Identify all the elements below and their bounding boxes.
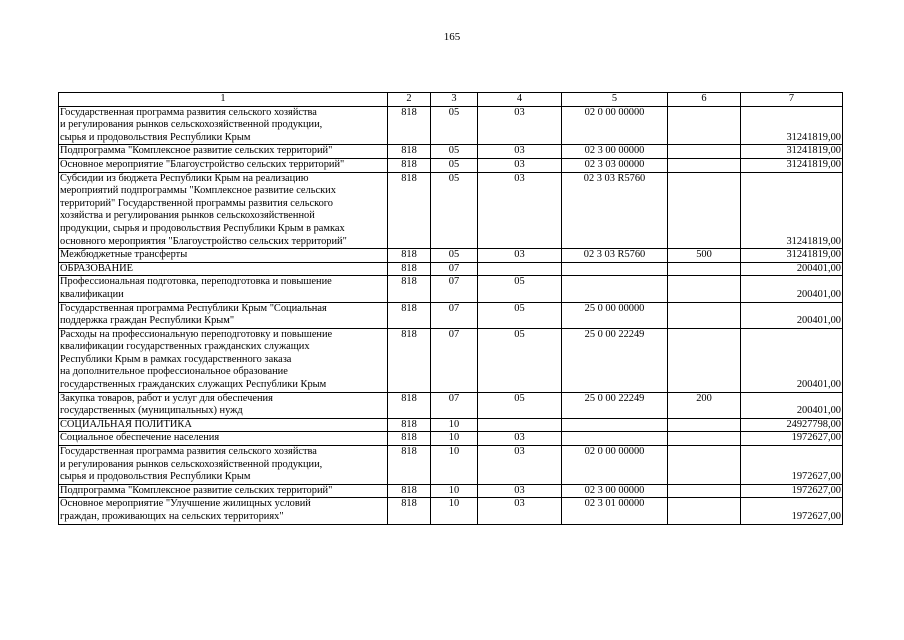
row-subsection-cell: 03 bbox=[478, 172, 562, 249]
budget-table bbox=[58, 92, 843, 525]
row-expense-type-cell bbox=[668, 158, 741, 172]
row-section-cell: 10 bbox=[431, 498, 478, 524]
page-number: 165 bbox=[443, 31, 461, 43]
row-subsection-cell: 03 bbox=[478, 484, 562, 498]
row-subsection-cell: 03 bbox=[478, 158, 562, 172]
row-amount-cell: 1972627,00 bbox=[741, 432, 843, 446]
row-section-cell: 07 bbox=[431, 328, 478, 392]
row-name-cell: Государственная программа Республики Крым "Социальная поддержка граждан Республики Крым" bbox=[59, 302, 388, 328]
table-row bbox=[59, 498, 843, 524]
row-target-article-cell: 02 0 00 00000 bbox=[562, 446, 668, 485]
row-subsection-cell: 03 bbox=[478, 432, 562, 446]
row-code-cell: 818 bbox=[388, 432, 431, 446]
row-subsection-cell: 05 bbox=[478, 276, 562, 302]
row-name-cell: Закупка товаров, работ и услуг для обеспечения государственных (муниципальных) нужд bbox=[59, 392, 388, 418]
row-code-cell: 818 bbox=[388, 418, 431, 432]
table-row bbox=[59, 392, 843, 418]
header-cell-2: 2 bbox=[388, 93, 431, 107]
row-expense-type-cell bbox=[668, 145, 741, 159]
row-section-cell: 05 bbox=[431, 158, 478, 172]
row-subsection-cell: 03 bbox=[478, 446, 562, 485]
row-section-cell: 07 bbox=[431, 276, 478, 302]
row-subsection-cell: 05 bbox=[478, 392, 562, 418]
row-amount-cell: 200401,00 bbox=[741, 328, 843, 392]
row-expense-type-cell: 200 bbox=[668, 392, 741, 418]
table-row bbox=[59, 302, 843, 328]
row-expense-type-cell bbox=[668, 498, 741, 524]
row-code-cell: 818 bbox=[388, 446, 431, 485]
row-expense-type-cell bbox=[668, 276, 741, 302]
table-row bbox=[59, 484, 843, 498]
row-target-article-cell: 25 0 00 22249 bbox=[562, 328, 668, 392]
table-row bbox=[59, 446, 843, 485]
row-expense-type-cell: 500 bbox=[668, 249, 741, 263]
table-row bbox=[59, 106, 843, 145]
header-cell-7: 7 bbox=[741, 93, 843, 107]
table-row bbox=[59, 145, 843, 159]
header-cell-6: 6 bbox=[668, 93, 741, 107]
row-amount-cell: 200401,00 bbox=[741, 276, 843, 302]
row-target-article-cell: 02 3 03 00000 bbox=[562, 158, 668, 172]
row-expense-type-cell bbox=[668, 172, 741, 249]
row-name-cell: Социальное обеспечение населения bbox=[59, 432, 388, 446]
row-amount-cell: 31241819,00 bbox=[741, 158, 843, 172]
row-code-cell: 818 bbox=[388, 106, 431, 145]
row-amount-cell: 24927798,00 bbox=[741, 418, 843, 432]
row-subsection-cell bbox=[478, 262, 562, 276]
row-amount-cell: 200401,00 bbox=[741, 302, 843, 328]
row-expense-type-cell bbox=[668, 262, 741, 276]
table-header-row bbox=[59, 93, 843, 107]
row-section-cell: 05 bbox=[431, 145, 478, 159]
row-code-cell: 818 bbox=[388, 158, 431, 172]
row-subsection-cell: 05 bbox=[478, 302, 562, 328]
row-section-cell: 10 bbox=[431, 484, 478, 498]
row-section-cell: 07 bbox=[431, 262, 478, 276]
row-amount-cell: 1972627,00 bbox=[741, 498, 843, 524]
row-subsection-cell: 03 bbox=[478, 145, 562, 159]
row-name-cell: Подпрограмма "Комплексное развитие сельских территорий" bbox=[59, 484, 388, 498]
row-expense-type-cell bbox=[668, 106, 741, 145]
row-amount-cell: 31241819,00 bbox=[741, 106, 843, 145]
row-expense-type-cell bbox=[668, 446, 741, 485]
row-code-cell: 818 bbox=[388, 302, 431, 328]
table-body bbox=[59, 93, 843, 525]
row-code-cell: 818 bbox=[388, 172, 431, 249]
row-subsection-cell: 03 bbox=[478, 106, 562, 145]
row-code-cell: 818 bbox=[388, 484, 431, 498]
row-section-cell: 05 bbox=[431, 106, 478, 145]
row-code-cell: 818 bbox=[388, 276, 431, 302]
row-target-article-cell: 02 3 03 R5760 bbox=[562, 172, 668, 249]
row-amount-cell: 31241819,00 bbox=[741, 249, 843, 263]
row-target-article-cell bbox=[562, 262, 668, 276]
row-name-cell: Государственная программа развития сельского хозяйства и регулирования рынков сельскохозяйственной продукции, сырья и продовольствия Республики Крым bbox=[59, 106, 388, 145]
table-row bbox=[59, 172, 843, 249]
row-section-cell: 10 bbox=[431, 446, 478, 485]
row-name-cell: Расходы на профессиональную переподготовку и повышение квалификации государственных гражданских служащих Республики Крым в рамках государственного заказа на дополнительное профессиональное образование государственных гражданских служащих Республики Крым bbox=[59, 328, 388, 392]
row-expense-type-cell bbox=[668, 328, 741, 392]
row-subsection-cell bbox=[478, 418, 562, 432]
row-code-cell: 818 bbox=[388, 262, 431, 276]
row-name-cell: Государственная программа развития сельского хозяйства и регулирования рынков сельскохозяйственной продукции, сырья и продовольствия Республики Крым bbox=[59, 446, 388, 485]
row-amount-cell: 1972627,00 bbox=[741, 484, 843, 498]
row-target-article-cell: 02 3 00 00000 bbox=[562, 145, 668, 159]
table-row bbox=[59, 328, 843, 392]
table-row bbox=[59, 262, 843, 276]
table-row bbox=[59, 158, 843, 172]
header-cell-1: 1 bbox=[59, 93, 388, 107]
row-code-cell: 818 bbox=[388, 392, 431, 418]
row-expense-type-cell bbox=[668, 432, 741, 446]
header-cell-5: 5 bbox=[562, 93, 668, 107]
table-row bbox=[59, 418, 843, 432]
row-code-cell: 818 bbox=[388, 498, 431, 524]
row-target-article-cell: 02 3 01 00000 bbox=[562, 498, 668, 524]
row-section-cell: 10 bbox=[431, 418, 478, 432]
row-target-article-cell: 02 0 00 00000 bbox=[562, 106, 668, 145]
row-amount-cell: 1972627,00 bbox=[741, 446, 843, 485]
row-name-cell: Профессиональная подготовка, переподготовка и повышение квалификации bbox=[59, 276, 388, 302]
row-name-cell: ОБРАЗОВАНИЕ bbox=[59, 262, 388, 276]
row-expense-type-cell bbox=[668, 418, 741, 432]
row-name-cell: Подпрограмма "Комплексное развитие сельских территорий" bbox=[59, 145, 388, 159]
row-name-cell: Основное мероприятие "Благоустройство сельских территорий" bbox=[59, 158, 388, 172]
row-name-cell: Субсидии из бюджета Республики Крым на реализацию мероприятий подпрограммы "Комплексное развитие сельских территорий" Государственной программы развития сельского хозяйства и регулирования рынков сельскохозяйственной продукции, сырья и продовольствия Республики Крым в рамках основного мероприятия "Благоустройство сельских территорий" bbox=[59, 172, 388, 249]
row-amount-cell: 200401,00 bbox=[741, 262, 843, 276]
row-target-article-cell: 25 0 00 00000 bbox=[562, 302, 668, 328]
row-target-article-cell: 02 3 00 00000 bbox=[562, 484, 668, 498]
row-section-cell: 10 bbox=[431, 432, 478, 446]
row-target-article-cell bbox=[562, 276, 668, 302]
row-amount-cell: 31241819,00 bbox=[741, 145, 843, 159]
row-section-cell: 07 bbox=[431, 392, 478, 418]
row-section-cell: 07 bbox=[431, 302, 478, 328]
row-section-cell: 05 bbox=[431, 249, 478, 263]
table-row bbox=[59, 276, 843, 302]
row-target-article-cell bbox=[562, 418, 668, 432]
row-name-cell: СОЦИАЛЬНАЯ ПОЛИТИКА bbox=[59, 418, 388, 432]
table-row bbox=[59, 249, 843, 263]
row-name-cell: Основное мероприятие "Улучшение жилищных условий граждан, проживающих на сельских территориях" bbox=[59, 498, 388, 524]
row-code-cell: 818 bbox=[388, 328, 431, 392]
row-subsection-cell: 03 bbox=[478, 249, 562, 263]
header-cell-3: 3 bbox=[431, 93, 478, 107]
row-amount-cell: 200401,00 bbox=[741, 392, 843, 418]
row-name-cell: Межбюджетные трансферты bbox=[59, 249, 388, 263]
row-code-cell: 818 bbox=[388, 249, 431, 263]
row-subsection-cell: 03 bbox=[478, 498, 562, 524]
row-expense-type-cell bbox=[668, 484, 741, 498]
row-code-cell: 818 bbox=[388, 145, 431, 159]
row-expense-type-cell bbox=[668, 302, 741, 328]
row-section-cell: 05 bbox=[431, 172, 478, 249]
row-target-article-cell bbox=[562, 432, 668, 446]
row-target-article-cell: 25 0 00 22249 bbox=[562, 392, 668, 418]
row-target-article-cell: 02 3 03 R5760 bbox=[562, 249, 668, 263]
table-row bbox=[59, 432, 843, 446]
header-cell-4: 4 bbox=[478, 93, 562, 107]
row-subsection-cell: 05 bbox=[478, 328, 562, 392]
row-amount-cell: 31241819,00 bbox=[741, 172, 843, 249]
